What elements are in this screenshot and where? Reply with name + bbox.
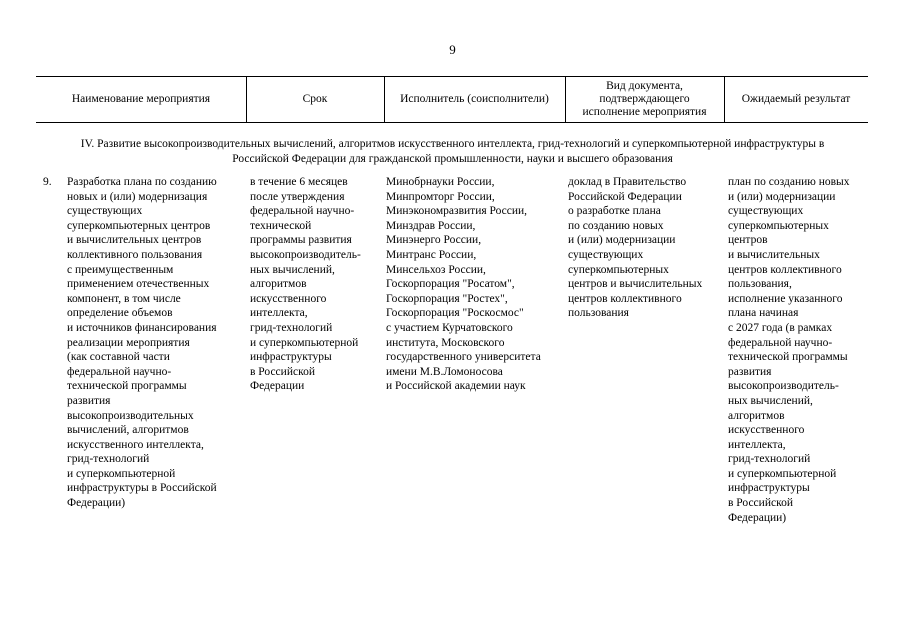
header-event-name [36,76,246,122]
header-executor [384,76,565,122]
header-executor-text: Исполнитель (соисполнители) [400,92,549,105]
table-header-bottom-rule [36,122,868,123]
header-deadline-text: Срок [302,92,328,105]
header-deadline [246,76,384,122]
page-number: 9 [449,42,456,57]
header-document-type [565,76,724,122]
section-title: IV. Развитие высокопроизводительных вычислений, алгоритмов искусственного интеллекта, грид-технологий и суперкомпьютерной инфраструктуры в Российской Федерации для гражданской промышленности, науки и высшего образования [80,138,825,165]
row-number: 9. [43,176,52,188]
row-event-name: Разработка плана по созданию новых и (или) модернизация существующих суперкомпьютерных центров и вычислительных центров коллективного пользования с преимущественным применением отечественных компонент, в том числе определение объемов и источников финансирования реализации мероприятия (как составной части федеральной научно- технической программы развития высокопроизводительных вычислений, алгоритмов искусственного интеллекта, грид-технологий и суперкомпьютерной инфраструктуры в Российской Федерации) [67,176,217,510]
header-event-name-text: Наименование мероприятия [71,92,211,105]
row-document-type: доклад в Правительство Российской Федерации о разработке плана по созданию новых и (или) модернизации существующих суперкомпьютерных центров и вычислительных центров коллективного пользования [568,176,703,320]
header-document-type-text: Вид документа, подтверждающего исполнение мероприятия [582,79,707,118]
row-expected-result: план по созданию новых и (или) модернизации существующих суперкомпьютерных центров и вычислительных центров коллективного пользования, исполнение указанного плана начиная с 2027 года (в рамках федеральной научно- технической программы развития высокопроизводитель- ных вычислений, алгоритмов искусственного интеллекта, грид-технологий и суперкомпьютерной инфраструктуры в Российской Федерации) [728,176,850,524]
header-expected-result [724,76,868,122]
row-deadline: в течение 6 месяцев после утверждения федеральной научно- технической программы развития высокопроизводитель- ных вычислений, алгоритмов искусственного интеллекта, грид-технологий и суперкомпьютерной инфраструктуры в Российской Федерации [250,176,361,393]
row-executor: Минобрнауки России, Минпромторг России, Минэкономразвития России, Минздрав России, Минэнерго России, Минтранс России, Минсельхоз России, Госкорпорация "Росатом", Госкорпорация "Ростех", Госкорпорация "Роскосмос" с участием Курчатовского института, Московского государственного университета имени М.В.Ломоносова и Российской академии наук [386,176,541,393]
header-expected-result-text: Ожидаемый результат [741,92,851,105]
